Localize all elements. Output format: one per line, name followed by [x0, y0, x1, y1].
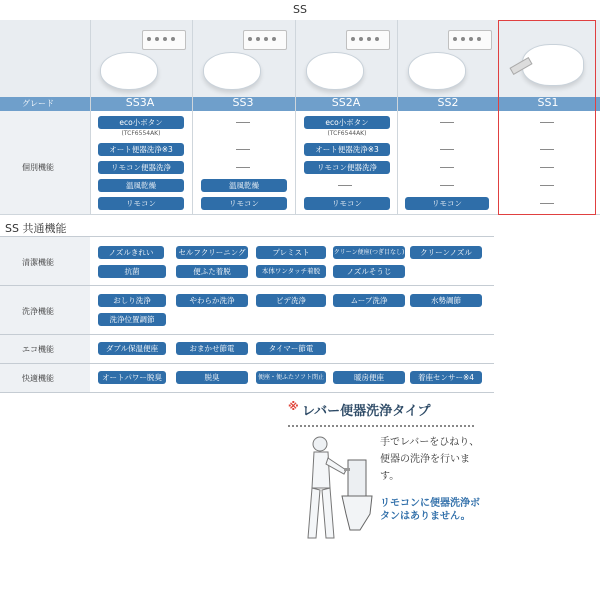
product-image-ss3: [193, 22, 295, 97]
not-available-mark: [236, 122, 250, 123]
feature-chip: ビデ洗浄: [256, 294, 326, 307]
not-available-mark: [440, 167, 454, 168]
feature-auto-flush: オート便器洗浄※3: [304, 143, 390, 156]
individual-features-label: 個別機能: [22, 163, 54, 172]
note-body: 手でレバーをひねり、便器の洗浄を行います。: [380, 437, 480, 482]
feature-chip: クリーンノズル: [410, 246, 482, 259]
note-body-highlight: リモコンに便器洗浄ボタンはありません。: [380, 498, 480, 522]
product-image-ss2: [398, 22, 498, 97]
grade-ss2: SS2: [437, 96, 459, 109]
series-title: SS: [293, 3, 307, 16]
feature-chip: ノズルきれい: [98, 246, 164, 259]
feature-chip: タイマー節電: [256, 342, 326, 355]
grade-ss3a: SS3A: [125, 96, 155, 109]
not-available-mark: [440, 149, 454, 150]
note-mark: ※: [288, 400, 299, 413]
feature-remote: リモコン: [201, 197, 287, 210]
grade-ss2a: SS2A: [331, 96, 361, 109]
column-divider: [295, 20, 296, 215]
column-divider: [397, 20, 398, 215]
feature-remote: リモコン: [405, 197, 489, 210]
column-divider: [90, 20, 91, 215]
feature-chip: 暖房便座: [333, 371, 405, 384]
feature-chip: 便座・便ふたソフト閉止: [256, 371, 326, 384]
note-title: レバー便器洗浄タイプ: [302, 404, 431, 419]
feature-eco-button: eco小ボタン: [98, 116, 184, 129]
row-divider: [0, 392, 494, 393]
row-label-cleanliness: 清潔機能: [22, 258, 54, 267]
product-image-ss2a: [296, 22, 398, 97]
feature-remote: リモコン: [304, 197, 390, 210]
not-available-mark: [440, 185, 454, 186]
feature-chip: オートパワー脱臭: [98, 371, 166, 384]
feature-chip: 着座センサー※4: [410, 371, 482, 384]
feature-chip: ムーブ洗浄: [333, 294, 405, 307]
feature-remote-flush: リモコン便器洗浄: [98, 161, 184, 174]
not-available-mark: [236, 167, 250, 168]
feature-chip: 水勢調節: [410, 294, 482, 307]
feature-remote: リモコン: [98, 197, 184, 210]
grade-label: グレード: [22, 99, 54, 108]
feature-warm-air-dry: 温風乾燥: [201, 179, 287, 192]
feature-chip: おしり洗浄: [98, 294, 166, 307]
feature-chip: 洗浄位置調節: [98, 313, 166, 326]
common-features-title: SS 共通機能: [5, 222, 67, 235]
not-available-mark: [338, 185, 352, 186]
feature-remote-flush: リモコン便器洗浄: [304, 161, 390, 174]
feature-auto-flush: オート便器洗浄※3: [98, 143, 184, 156]
product-image-ss3a: [90, 22, 192, 97]
row-label-washing: 洗浄機能: [22, 307, 54, 316]
feature-chip: 脱臭: [176, 371, 248, 384]
feature-chip: 本体ワンタッチ着脱: [256, 265, 326, 278]
feature-chip: クリーン便座(つぎ目なし): [333, 246, 405, 259]
feature-warm-air-dry: 温風乾燥: [98, 179, 184, 192]
feature-eco-button: eco小ボタン: [304, 116, 390, 129]
model-code: (TCF6554AK): [121, 130, 161, 137]
grade-ss1: SS1: [537, 96, 559, 109]
grade-ss3: SS3: [232, 96, 254, 109]
feature-chip: おまかせ節電: [176, 342, 248, 355]
feature-chip: ダブル保温便座: [98, 342, 166, 355]
note-divider: [288, 425, 474, 427]
feature-chip: やわらか洗浄: [176, 294, 248, 307]
feature-chip: 抗菌: [98, 265, 166, 278]
model-code: (TCF6544AK): [327, 130, 367, 137]
not-available-mark: [440, 122, 454, 123]
feature-chip: プレミスト: [256, 246, 326, 259]
feature-chip: ノズルそうじ: [333, 265, 405, 278]
lever-flush-illustration: [290, 430, 380, 545]
ss1-highlight-box: [498, 20, 596, 215]
feature-chip: セルフクリーニング: [176, 246, 248, 259]
row-label-comfort: 快適機能: [22, 374, 54, 383]
not-available-mark: [236, 149, 250, 150]
row-label-eco: エコ機能: [22, 345, 54, 354]
column-divider: [192, 20, 193, 215]
feature-chip: 便ふた着脱: [176, 265, 248, 278]
